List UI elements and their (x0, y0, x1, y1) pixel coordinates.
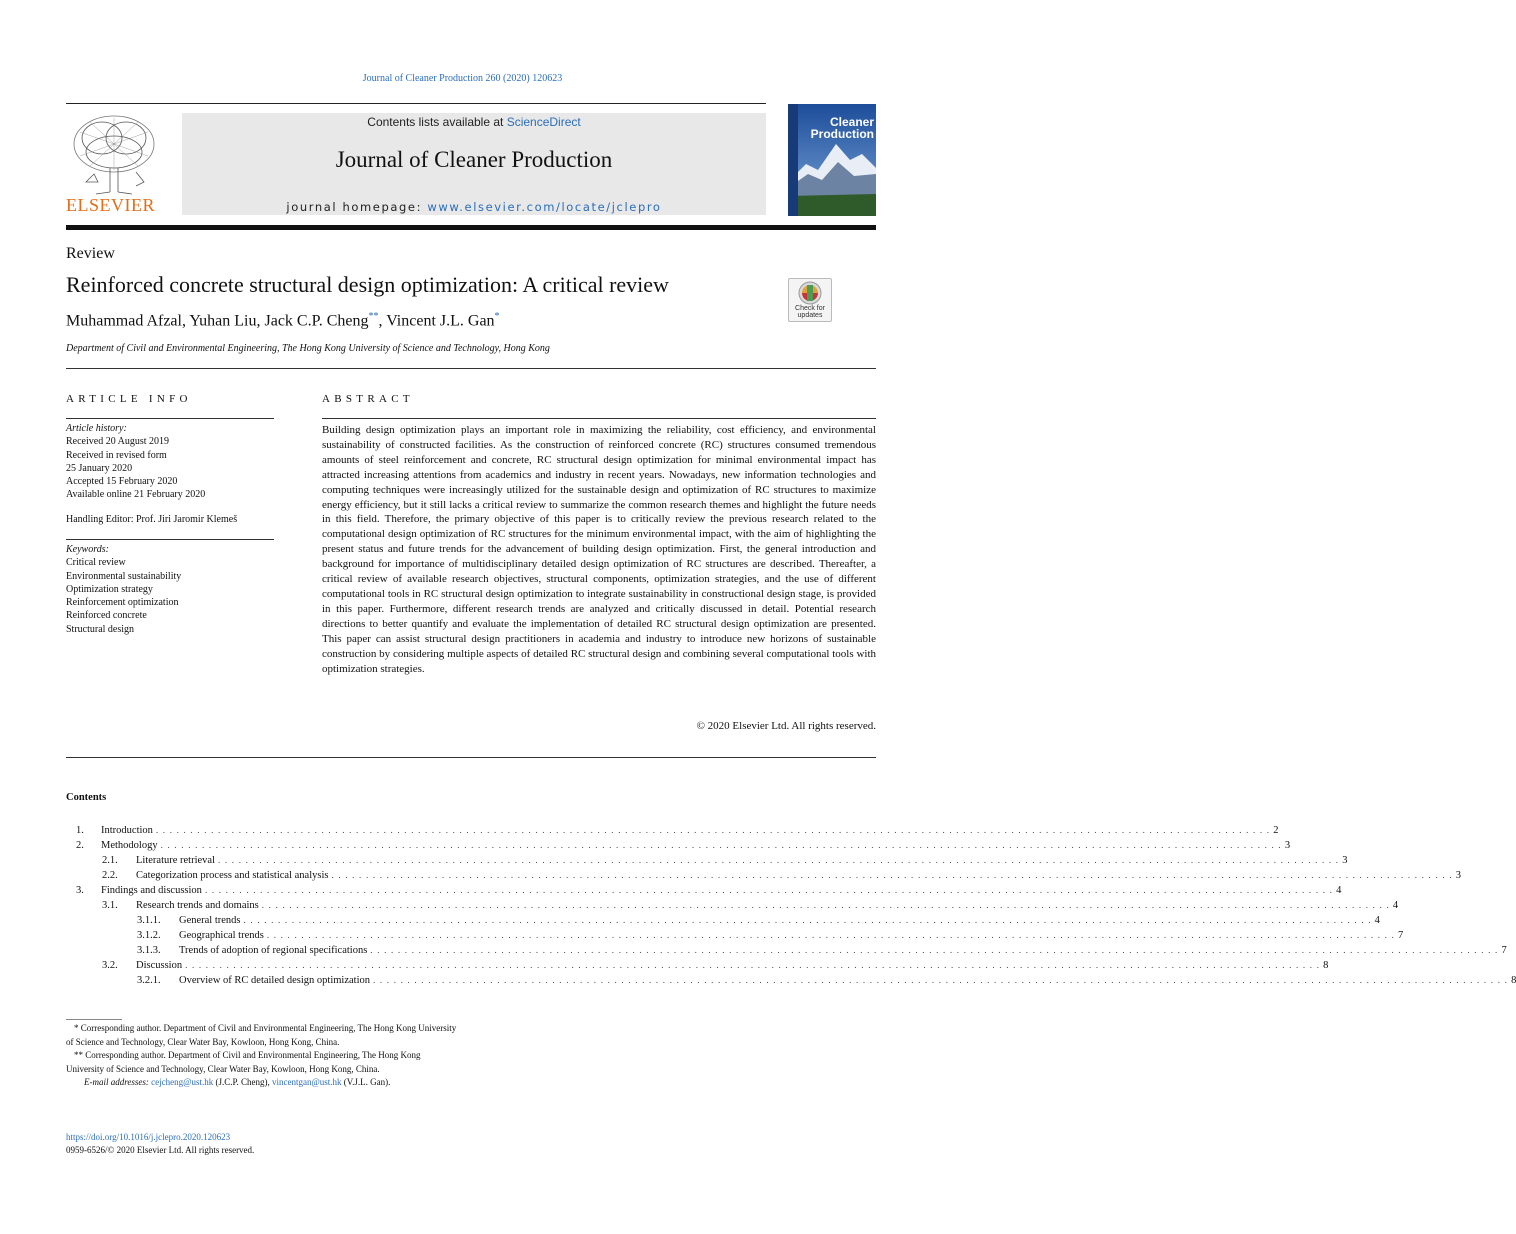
contents-heading: Contents (66, 792, 107, 803)
handling-editor: Handling Editor: Prof. Jiri Jaromir Klemeš (66, 514, 238, 525)
toc-number: 3.2. (102, 960, 118, 971)
toc-number: 2. (76, 840, 84, 851)
keyword[interactable]: Environmental sustainability (66, 570, 182, 582)
history-entry: Available online 21 February 2020 (66, 489, 206, 501)
doi-link[interactable]: https://doi.org/10.1016/j.jclepro.2020.120623 (66, 1132, 231, 1142)
toc-label: Research trends and domains (136, 900, 259, 911)
toc-number: 3.2.1. (137, 975, 161, 986)
toc-label: Findings and discussion (101, 885, 202, 896)
toc-label: Trends of adoption of regional specifications (179, 945, 368, 956)
toc-number: 3.1. (102, 900, 118, 911)
author-name[interactable]: Yuhan Liu (189, 312, 257, 330)
toc-label: General trends (179, 915, 241, 926)
author-name[interactable]: Jack C.P. Cheng (264, 312, 369, 330)
toc-page: 8 (1511, 975, 1516, 986)
cover-title-line1: Cleaner (829, 115, 874, 129)
email-label: E-mail addresses: (84, 1077, 149, 1087)
abstract-copyright: © 2020 Elsevier Ltd. All rights reserved. (696, 720, 876, 732)
journal-homepage-line (182, 200, 766, 214)
toc-number: 3.1.2. (137, 930, 161, 941)
abstract-rule (322, 418, 876, 419)
toc-leader: . . . . . . . . . . . . . . . . . . . . . . . . . . . . . . . . . . . . . . . . . . . . . . . . . . . . . . . . . . . . . . . . . . . . . . . . . . . . . . . . . . . . . . . . . . . . . . . . . . . . . . . . . . . . . . . . . . . . . . . . . . . . . . . . . . . . . . . . . . . . . . . . . . . . . . . . . . . . . . . . . . . . . (373, 975, 1509, 985)
toc-leader: . . . . . . . . . . . . . . . . . . . . . . . . . . . . . . . . . . . . . . . . . . . . . . . . . . . . . . . . . . . . . . . . . . . . . . . . . . . . . . . . . . . . . . . . . . . . . . . . . . . . . . . . . . . . . . . . . . . . . . . . . . . . . . . . . . . . . . . . . . . . . . . . . . . . . . . . . . . . . . . . . . . (331, 870, 1453, 880)
history-entry: Received in revised form (66, 449, 167, 461)
journal-banner (182, 113, 766, 215)
email-link[interactable]: cejcheng@ust.hk (151, 1077, 214, 1087)
author-name[interactable]: Muhammad Afzal (66, 312, 182, 330)
contents-available-prefix: Contents lists available at (367, 115, 507, 129)
elsevier-logo[interactable] (66, 112, 162, 216)
toc-page: 2 (1273, 825, 1279, 836)
issn-copyright: 0959-6526/© 2020 Elsevier Ltd. All rights reserved. (66, 1145, 255, 1155)
toc-label: Categorization process and statistical analysis (136, 870, 329, 881)
keyword[interactable]: Reinforced concrete (66, 610, 147, 622)
toc-entry[interactable] (66, 958, 1329, 973)
toc-label: Introduction (101, 825, 153, 836)
toc-label: Methodology (101, 840, 158, 851)
toc-entry[interactable] (66, 853, 1348, 868)
section-rule (66, 757, 876, 758)
toc-label: Discussion (136, 960, 183, 971)
keyword[interactable]: Critical review (66, 557, 126, 569)
toc-page: 4 (1336, 885, 1342, 896)
email-owner: (J.C.P. Cheng), (213, 1077, 272, 1087)
toc-label: Geographical trends (179, 930, 264, 941)
article-history (66, 422, 205, 502)
article-info-heading: ARTICLE INFO (66, 393, 192, 405)
toc-page: 7 (1501, 945, 1507, 956)
toc-page: 4 (1374, 915, 1380, 926)
check-for-updates-label: Check for updates (795, 305, 825, 319)
check-for-updates-button[interactable] (788, 278, 832, 322)
toc-number: 3.1.3. (137, 945, 161, 956)
article-title: Reinforced concrete structural design optimization: A critical review (66, 272, 669, 297)
journal-cover-image[interactable] (788, 104, 876, 216)
toc-number: 2.2. (102, 870, 118, 881)
toc-leader: . . . . . . . . . . . . . . . . . . . . . . . . . . . . . . . . . . . . . . . . . . . . . . . . . . . . . . . . . . . . . . . . . . . . . . . . . . . . . . . . . . . . . . . . . . . . . . . . . . . . . . . . . . . . . . . . . . . . . . . . . . . . . . . . . . . . . . . . . . . . . . . . . . . . . . . . . . . . . . . . . . . . (204, 885, 1334, 895)
toc-entry[interactable] (66, 943, 1507, 958)
toc-entry[interactable] (66, 868, 1461, 883)
header-thick-rule (66, 225, 876, 230)
author-list: Muhammad Afzal, Yuhan Liu, Jack C.P. Cheng**, Vincent J.L. Gan* (66, 311, 500, 330)
corresponding-author-footnote: ** Corresponding author. Department of Civil and Environmental Engineering, The Hong Kong University of Science and Technology, Clear Water Bay, Kowloon, Hong Kong, China. (66, 1050, 421, 1074)
email-footnote (66, 1076, 458, 1090)
sciencedirect-link[interactable]: ScienceDirect (506, 115, 581, 129)
keyword[interactable]: Reinforcement optimization (66, 597, 179, 609)
toc-page: 7 (1398, 930, 1404, 941)
toc-entry[interactable] (66, 973, 1516, 988)
toc-leader: . . . . . . . . . . . . . . . . . . . . . . . . . . . . . . . . . . . . . . . . . . . . . . . . . . . . . . . . . . . . . . . . . . . . . . . . . . . . . . . . . . . . . . . . . . . . . . . . . . . . . . . . . . . . . . . . . . . . . . . . . . . . . . . . . . . . . . . . . . . . . . . . . . . . . . . . . . . . . . . . . . . (218, 855, 1340, 865)
keyword[interactable]: Optimization strategy (66, 583, 153, 595)
keywords (66, 543, 181, 636)
toc-entry[interactable] (66, 928, 1404, 943)
toc-entry[interactable] (66, 913, 1380, 928)
toc-leader: . . . . . . . . . . . . . . . . . . . . . . . . . . . . . . . . . . . . . . . . . . . . . . . . . . . . . . . . . . . . . . . . . . . . . . . . . . . . . . . . . . . . . . . . . . . . . . . . . . . . . . . . . . . . . . . . . . . . . . . . . . . . . . . . . . . . . . . . . . . . . . . . . . . . . . . . . . . . . . . . . . . . (370, 945, 1499, 955)
journal-name[interactable]: Journal of Cleaner Production (335, 147, 613, 172)
toc-leader: . . . . . . . . . . . . . . . . . . . . . . . . . . . . . . . . . . . . . . . . . . . . . . . . . . . . . . . . . . . . . . . . . . . . . . . . . . . . . . . . . . . . . . . . . . . . . . . . . . . . . . . . . . . . . . . . . . . . . . . . . . . . . . . . . . . . . . . . . . . . . . . . . . . . . . . . . . . . . . . . . . . . (266, 930, 1395, 940)
footnote-rule (66, 1019, 122, 1020)
article-info-rule (66, 418, 274, 419)
elsevier-tree-icon (66, 112, 162, 196)
header-top-rule (66, 103, 766, 104)
toc-leader: . . . . . . . . . . . . . . . . . . . . . . . . . . . . . . . . . . . . . . . . . . . . . . . . . . . . . . . . . . . . . . . . . . . . . . . . . . . . . . . . . . . . . . . . . . . . . . . . . . . . . . . . . . . . . . . . . . . . . . . . . . . . . . . . . . . . . . . . . . . . . . . . . . . . . . . . . . . . . . . . . . . (160, 840, 1282, 850)
toc-number: 2.1. (102, 855, 118, 866)
table-of-contents (66, 823, 1516, 988)
toc-label: Overview of RC detailed design optimization (179, 975, 370, 986)
toc-entry[interactable] (66, 883, 1342, 898)
cover-title-line2: Production (810, 127, 874, 141)
toc-page: 3 (1342, 855, 1348, 866)
abstract-text: Building design optimization plays an important role in maximizing the reliability, cost efficiency, and environmental sustainability of constructed facilities. As the construction of reinforced concrete (RC) structures consumed tremendous amounts of steel reinforcement and concrete, RC structural design optimization for minimal environmental impact has attracted increasing attentions from academics and industry in recent years. Nowadays, new information technologies and computing techniques were increasingly utilized for the sustainable design and optimization of RC structures to maximize energy efficiency, but it still lacks a critical review to summarize the common research themes and highlight the future needs in this field. Therefore, the primary objective of this paper is to critically review the previous research related to the computational design optimization of RC structures for the minimum environmental impact, with the aim of highlighting the present status and future trends for the advancement of building design optimization. First, the general introduction and background for importance of multidisciplinary detailed design optimization of RC structures are described. Thereafter, a critical review of available research objectives, structural components, optimization strategies, and the use of different computational tools in RC structural design optimization to integrate sustainability in constructional design stage, is provided in this paper. Furthermore, different research trends are analyzed and critically discussed in detail. Potential research directions to better quantify and evaluate the implementation of detailed RC structural design optimization are presented. This paper can assist structural design practitioners in academia and industry to introduce new horizons of sustainable construction by considering multiple aspects of detailed RC structural design and combining several computational tools with optimization strategies. (322, 424, 876, 675)
toc-leader: . . . . . . . . . . . . . . . . . . . . . . . . . . . . . . . . . . . . . . . . . . . . . . . . . . . . . . . . . . . . . . . . . . . . . . . . . . . . . . . . . . . . . . . . . . . . . . . . . . . . . . . . . . . . . . . . . . . . . . . . . . . . . . . . . . . . . . . . . . . . . . . . . . . . . . . . . . . . . . . . . . . . (243, 915, 1372, 925)
abstract-heading: ABSTRACT (322, 393, 414, 405)
toc-leader: . . . . . . . . . . . . . . . . . . . . . . . . . . . . . . . . . . . . . . . . . . . . . . . . . . . . . . . . . . . . . . . . . . . . . . . . . . . . . . . . . . . . . . . . . . . . . . . . . . . . . . . . . . . . . . . . . . . . . . . . . . . . . . . . . . . . . . . . . . . . . . . . . . . . . . . . . . . . . . . . . . . . (261, 900, 1390, 910)
history-entry: Accepted 15 February 2020 (66, 476, 178, 488)
toc-entry[interactable] (66, 823, 1279, 838)
keywords-rule (66, 539, 274, 540)
affiliation: Department of Civil and Environmental Engineering, The Hong Kong University of Science and Technology, Hong Kong (66, 343, 550, 354)
email-link[interactable]: vincentgan@ust.hk (271, 1077, 342, 1087)
toc-page: 4 (1392, 900, 1399, 911)
toc-entry[interactable] (66, 898, 1399, 913)
toc-page: 3 (1455, 870, 1461, 881)
elsevier-wordmark: ELSEVIER (66, 195, 155, 215)
journal-homepage-link[interactable]: www.elsevier.com/locate/jclepro (427, 200, 662, 214)
toc-number: 3. (76, 885, 84, 896)
article-type: Review (66, 245, 115, 262)
toc-label: Literature retrieval (136, 855, 215, 866)
email-owner: (V.J.L. Gan). (341, 1077, 391, 1087)
article-history-label: Article history: (66, 423, 127, 434)
keywords-label: Keywords: (66, 544, 109, 555)
toc-page: 8 (1323, 960, 1329, 971)
contents-available-line (182, 115, 766, 129)
toc-leader: . . . . . . . . . . . . . . . . . . . . . . . . . . . . . . . . . . . . . . . . . . . . . . . . . . . . . . . . . . . . . . . . . . . . . . . . . . . . . . . . . . . . . . . . . . . . . . . . . . . . . . . . . . . . . . . . . . . . . . . . . . . . . . . . . . . . . . . . . . . . . . . . . . . . . . . . . . . . . . . . . . (155, 825, 1271, 835)
author-footnote-mark[interactable]: * (494, 311, 500, 322)
corresponding-author-footnote: * Corresponding author. Department of Civil and Environmental Engineering, The Hong Kong University of Science and Technology, Clear Water Bay, Kowloon, Hong Kong, China. (66, 1023, 457, 1047)
journal-reference[interactable]: Journal of Cleaner Production 260 (2020) 120623 (362, 73, 563, 84)
author-name[interactable]: Vincent J.L. Gan (386, 312, 495, 330)
footnotes (66, 1022, 458, 1090)
toc-page: 3 (1284, 840, 1291, 851)
toc-number: 3.1.1. (137, 915, 161, 926)
toc-entry[interactable] (66, 838, 1291, 853)
homepage-prefix: journal homepage: (286, 200, 428, 214)
toc-leader: . . . . . . . . . . . . . . . . . . . . . . . . . . . . . . . . . . . . . . . . . . . . . . . . . . . . . . . . . . . . . . . . . . . . . . . . . . . . . . . . . . . . . . . . . . . . . . . . . . . . . . . . . . . . . . . . . . . . . . . . . . . . . . . . . . . . . . . . . . . . . . . . . . . . . . . . . . . . . . . . . . . . . (185, 960, 1321, 970)
section-rule (66, 368, 876, 369)
history-entry: 25 January 2020 (66, 462, 133, 474)
toc-number: 1. (76, 825, 84, 836)
author-footnote-mark[interactable]: ** (368, 311, 379, 322)
keyword[interactable]: Structural design (66, 623, 135, 635)
history-entry: Received 20 August 2019 (66, 436, 170, 448)
